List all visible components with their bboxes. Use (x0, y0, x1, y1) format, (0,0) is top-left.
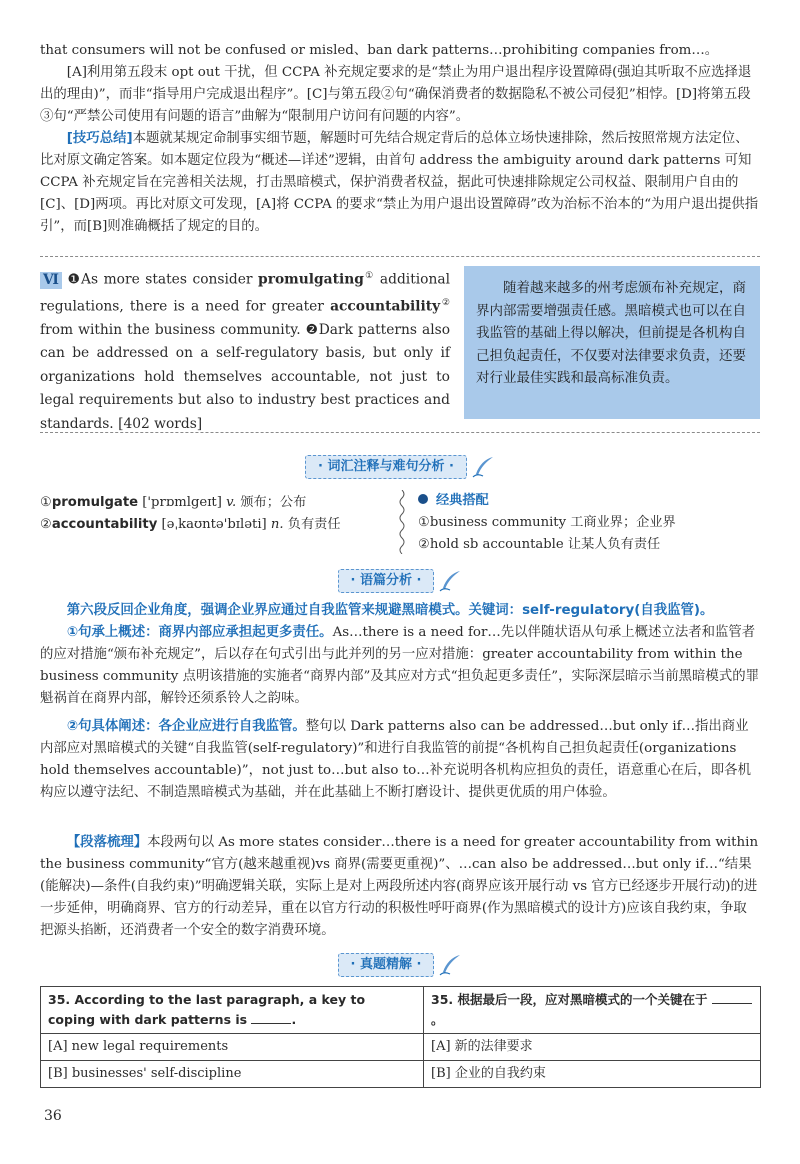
collocation-heading: 经典搭配 (418, 490, 760, 512)
page-number: 36 (44, 1108, 62, 1124)
top-paragraph-1: that consumers will not be confused or misled、ban dark patterns…prohibiting companies from…。 (40, 43, 719, 58)
section-banner-vocab (0, 454, 800, 480)
passage-text: As more states consider (80, 271, 259, 288)
word-count: [402 words] (118, 415, 203, 432)
analysis-subtitle: ②句具体阐述：各企业应进行自我监管。 (66, 719, 306, 734)
section-banner-question (0, 952, 800, 978)
vocab-list (40, 492, 390, 536)
vocab-item: ②accountability [əˌkaʊntə'bɪləti] n. 负有责任 (40, 517, 341, 532)
tip-label: [技巧总结] (66, 131, 133, 146)
section-title: · 真题精解 · (338, 953, 435, 977)
collocation-item: ②hold sb accountable 让某人负有责任 (418, 537, 661, 552)
vocab-item: ①promulgate ['prɒmlgeɪt] v. 颁布；公布 (40, 495, 307, 510)
section-title: · 语篇分析 · (338, 569, 435, 593)
paragraph-summary (40, 832, 760, 942)
passage-text: additional regulations, there is a need for greater (40, 271, 450, 315)
quill-pen-icon (438, 569, 462, 593)
analysis-sentence-2 (40, 716, 760, 804)
analysis-text: 整句以 Dark patterns also can be addressed…but only if…指出商业内部应对黑暗模式的关键“自我监管(self-regulatory)”和进行自我监管的前提“各机构自己担负起责任(organizations hold themselves accountable)”，not just to…but also to…补充说明各机构应担负的责任，语意重心在后，即各机构应以遵守法纪、不制造黑暗模式为基础，并在此基础上不断打磨设计、提供更优质的用户体验。 (40, 719, 751, 800)
answer-blank (712, 991, 752, 1004)
vocab-word: promulgating (258, 271, 364, 288)
round-bullet-icon (418, 494, 428, 504)
quill-pen-icon (438, 953, 462, 977)
vocab-word: accountability (330, 298, 441, 315)
quill-pen-icon (471, 455, 495, 479)
footnote-marker: ① (363, 271, 375, 281)
translation-panel: 随着越来越多的州考虑颁布补充规定，商界内部需要增强责任感。黑暗模式也可以在自我监管的基础上得以解决，但前提是各机构自己担负起责任，不仅要对法律要求负责，还要对行业最佳实践和最高标准负责。 (464, 266, 760, 419)
passage-text: Dark patterns also can be addressed on a self-regulatory basis, but only if organizations hold themselves accountable, not just to legal requirements but also to industry best practices and standards. (40, 322, 451, 432)
sentence-marker: ❷ (305, 322, 319, 338)
analysis-heading: 第六段反回企业角度，强调企业界应通过自我监管来规避黑暗模式。关键词：self-regulatory(自我监管)。 (66, 603, 714, 618)
divider (40, 256, 760, 257)
question-table (40, 986, 761, 1088)
option-b-en: [B] businesses' self-discipline (41, 1061, 424, 1088)
question-en: 35. According to the last paragraph, a key to coping with dark patterns is . (41, 987, 424, 1034)
summary-text: 本段两句以 As more states consider…there is a need for greater accountability from within the business community“官方(越来越重视)vs 商界(需要更重视)”、…can also be addressed…but only if…“结果(能解决)—条件(自我约束)”明确逻辑关联，实际上是对上两段所述内容(商界应该开展行动 vs 官方已经逐步开展行动)的进一步延伸，明确商界、官方的行动差异，重在以官方行动的积极性呼吁商界(作为黑暗模式的设计方)应该自我约束，争取把源头掐断，还消费者一个安全的数字消费环境。 (40, 835, 759, 938)
paragraph-number: Ⅵ (40, 272, 62, 289)
wavy-divider (396, 490, 408, 554)
passage-text: from within the business community. (40, 322, 306, 338)
option-a-en: [A] new legal requirements (41, 1034, 424, 1061)
section-title: · 词汇注释与难句分析 · (305, 455, 467, 479)
analysis-text: As…there is a need for…先以伴随状语从句承上概述立法者和监管者的应对措施“颁布补充规定”，后以存在句式引出与此并列的另一应对措施：greater accountability from within the business community 点明该措施的实施者“商界内部”及其应对方式“担负起更多责任”，实际深层暗示当前黑暗模式的罪魁祸首在商界内部，解铃还须系铃人之韵味。 (40, 625, 759, 706)
summary-label: 【段落梳理】 (66, 835, 148, 850)
option-a-zh: [A] 新的法律要求 (424, 1034, 761, 1061)
section-banner-analysis (0, 568, 800, 594)
footnote-marker: ② (440, 298, 450, 308)
collocation-item: ①business community 工商业界；企业界 (418, 515, 676, 530)
sentence-marker: ❶ (67, 271, 81, 288)
option-b-zh: [B] 企业的自我约束 (424, 1061, 761, 1088)
divider (40, 432, 760, 433)
tip-text: 本题就某规定命制事实细节题，解题时可先结合规定背后的总体立场快速排除，然后按照常规方法定位、比对原文确定答案。如本题定位段为“概述—详述”逻辑，由首句 address the ambiguity around dark patterns 可知 CCPA 补充规定旨在完善相关法规，打击黑暗模式，保护消费者权益，据此可快速排除规定公司权益、限制用户自由的[C]、[D]两项。再比对原文可发现，[A]将 CCPA 的要求“禁止为用户退出设置障碍”改为治标不治本的“为用户退出提供指引”，而[B]则准确概括了规定的目的。 (40, 131, 759, 234)
table-row (41, 1034, 761, 1061)
collocation-box (418, 490, 760, 556)
table-row (41, 1061, 761, 1088)
analysis-sentence-1 (40, 622, 760, 710)
tip-paragraph (40, 128, 760, 238)
analysis-subtitle: ①句承上概述：商界内部应承担起更多责任。 (66, 625, 333, 640)
top-paragraph-2: [A]利用第五段末 opt out 干扰，但 CCPA 补充规定要求的是“禁止为用户退出程序设置障碍(强迫其听取不应选择退出的理由)”，而非“指导用户完成退出程序”。[C]与第五段②句“确保消费者的数据隐私不被公司侵犯”相悖。[D]将第五段③句“严禁公司使用有问题的语言”曲解为“限制用户访问有问题的内容”。 (40, 65, 752, 124)
answer-blank (251, 1011, 291, 1024)
question-zh: 35. 根据最后一段，应对黑暗模式的一个关键在于 。 (424, 987, 761, 1034)
table-row (41, 987, 761, 1034)
passage-paragraph-6 (40, 265, 450, 436)
